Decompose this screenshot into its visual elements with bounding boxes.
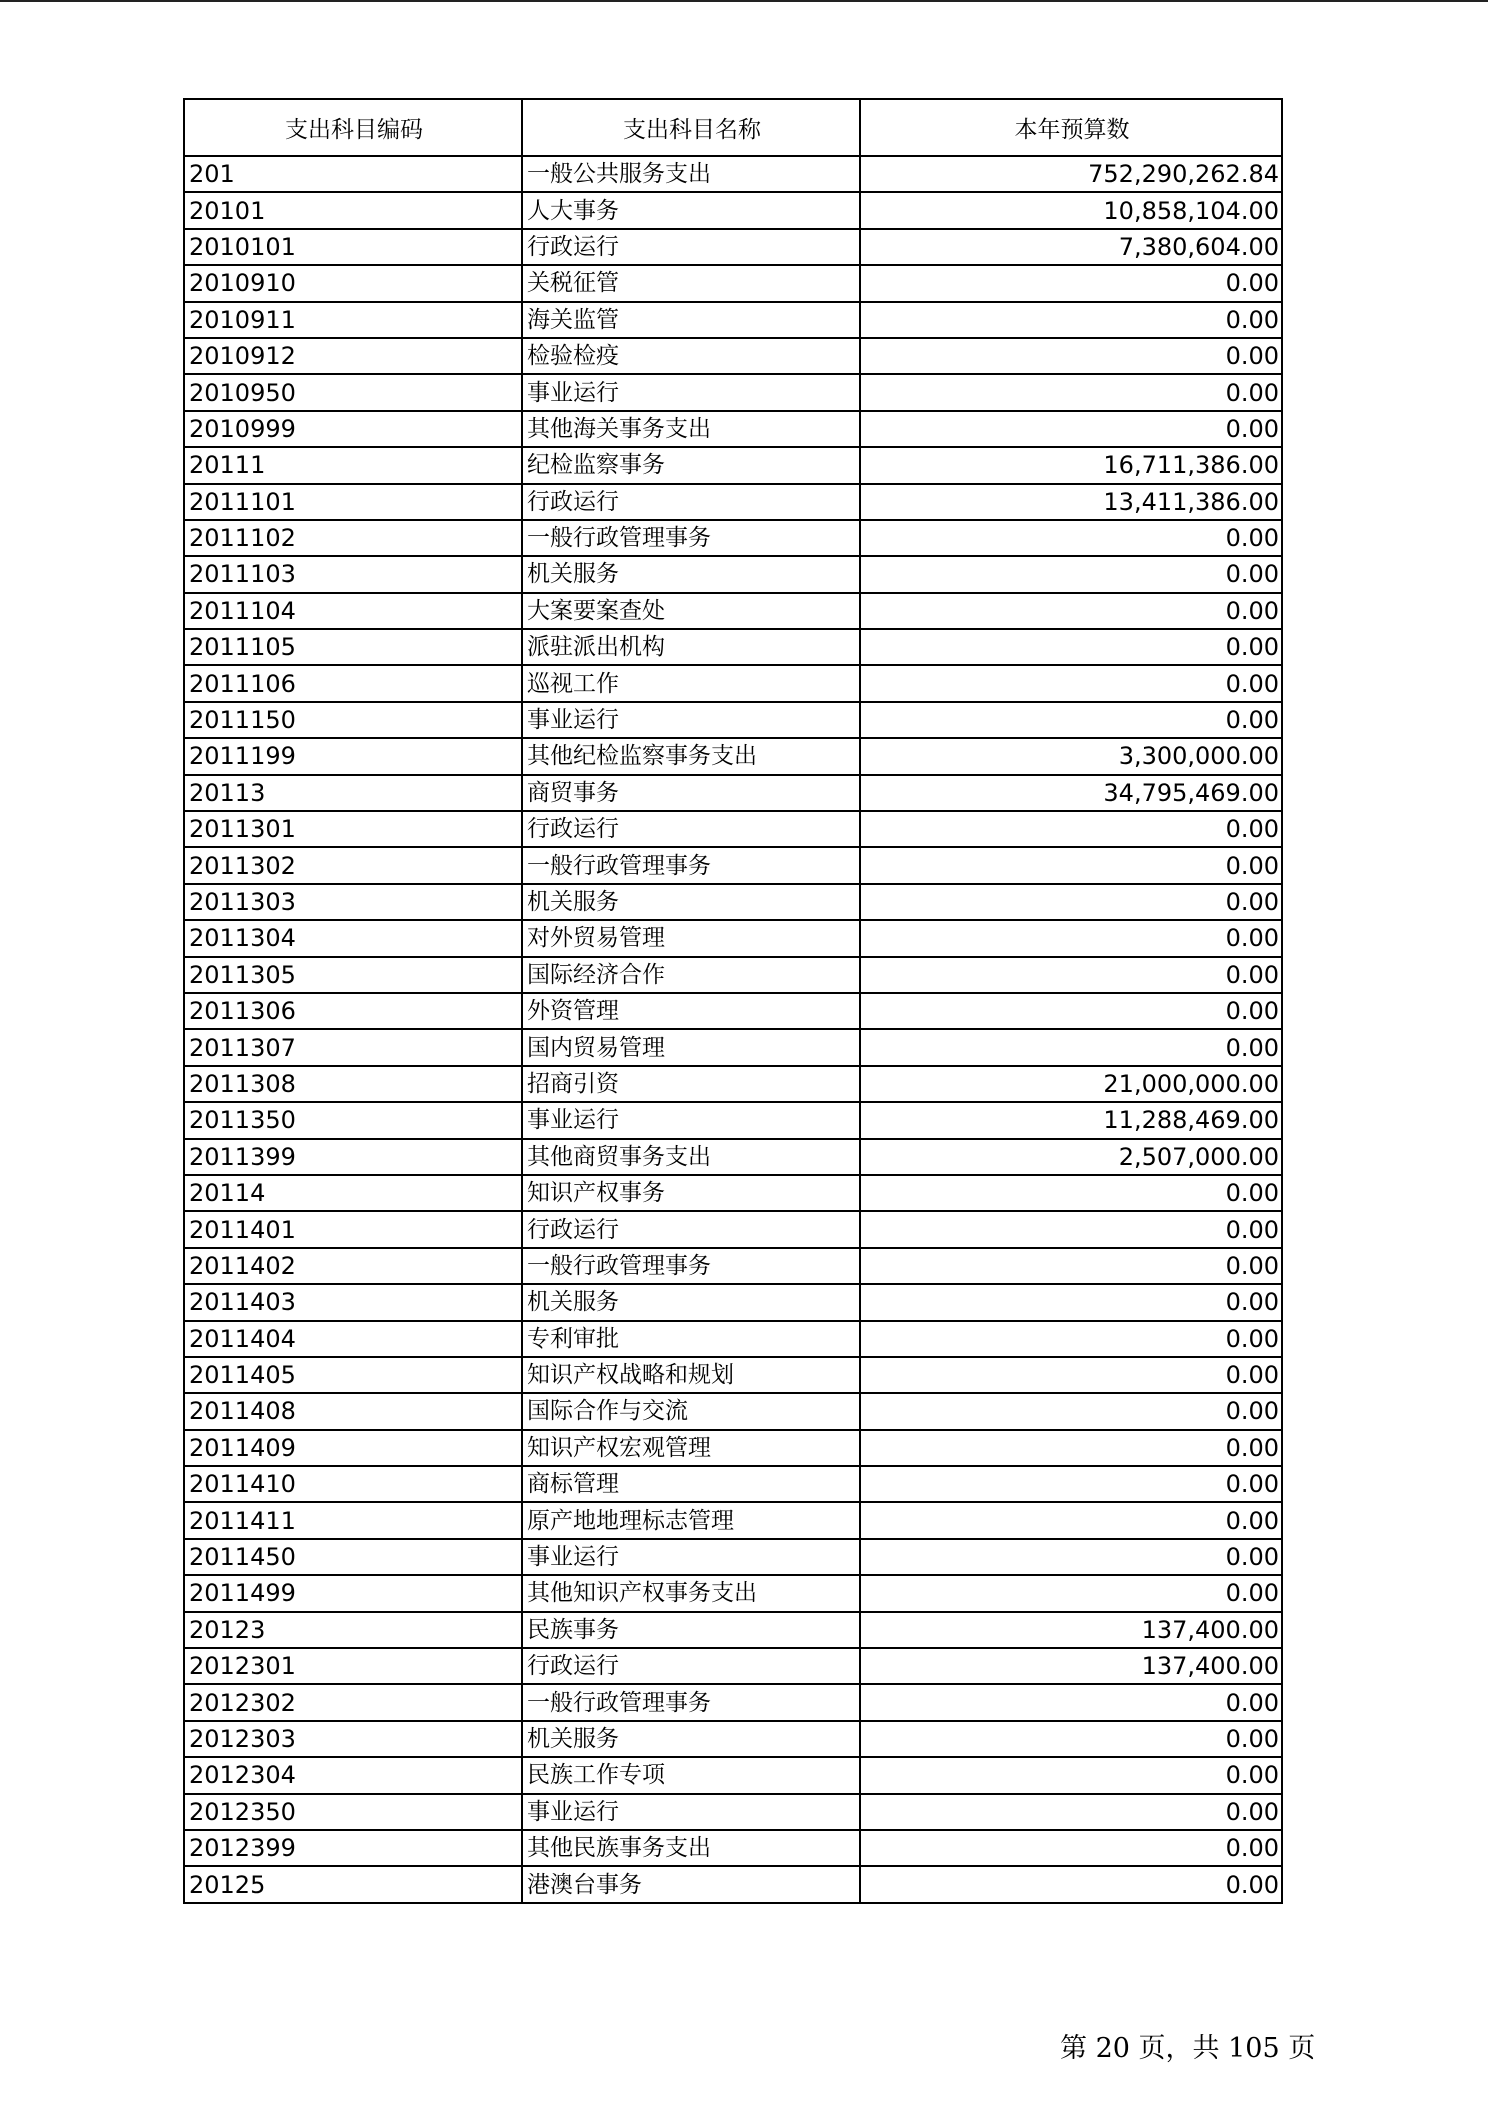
code-cell: 2010999: [184, 411, 522, 447]
name-cell: 知识产权战略和规划: [522, 1357, 860, 1393]
name-cell: 其他知识产权事务支出: [522, 1575, 860, 1611]
code-cell: 2012350: [184, 1794, 522, 1830]
table-row: [184, 1029, 1282, 1065]
amount-cell: 21,000,000.00: [860, 1066, 1282, 1102]
amount-cell: 0.00: [860, 1430, 1282, 1466]
code-cell: 2010911: [184, 302, 522, 338]
amount-cell: 0.00: [860, 1211, 1282, 1247]
table-row: [184, 1502, 1282, 1538]
code-cell: 2011307: [184, 1029, 522, 1065]
table-row: [184, 1066, 1282, 1102]
code-cell: 2010950: [184, 374, 522, 410]
table-row: [184, 1102, 1282, 1138]
amount-cell: 0.00: [860, 629, 1282, 665]
name-cell: 招商引资: [522, 1066, 860, 1102]
code-cell: 2011404: [184, 1321, 522, 1357]
table-row: [184, 1321, 1282, 1357]
code-cell: 20123: [184, 1612, 522, 1648]
amount-cell: 10,858,104.00: [860, 192, 1282, 228]
amount-cell: 137,400.00: [860, 1648, 1282, 1684]
code-cell: 2011450: [184, 1539, 522, 1575]
name-cell: 专利审批: [522, 1321, 860, 1357]
table-row: [184, 1612, 1282, 1648]
amount-cell: 11,288,469.00: [860, 1102, 1282, 1138]
table-row: [184, 1794, 1282, 1830]
amount-cell: 137,400.00: [860, 1612, 1282, 1648]
name-cell: 其他海关事务支出: [522, 411, 860, 447]
top-border-line: [0, 0, 1488, 2]
amount-cell: 7,380,604.00: [860, 229, 1282, 265]
amount-cell: 0.00: [860, 1794, 1282, 1830]
amount-cell: 2,507,000.00: [860, 1139, 1282, 1175]
amount-cell: 0.00: [860, 1539, 1282, 1575]
name-cell: 机关服务: [522, 884, 860, 920]
header-amount: 本年预算数: [860, 99, 1282, 156]
code-cell: 2012301: [184, 1648, 522, 1684]
code-cell: 2012304: [184, 1757, 522, 1793]
name-cell: 国际合作与交流: [522, 1393, 860, 1429]
code-cell: 2010910: [184, 265, 522, 301]
name-cell: 外资管理: [522, 993, 860, 1029]
name-cell: 大案要案查处: [522, 593, 860, 629]
code-cell: 2011308: [184, 1066, 522, 1102]
code-cell: 2011350: [184, 1102, 522, 1138]
name-cell: 国内贸易管理: [522, 1029, 860, 1065]
code-cell: 2011102: [184, 520, 522, 556]
amount-cell: 0.00: [860, 1466, 1282, 1502]
code-cell: 2010912: [184, 338, 522, 374]
name-cell: 检验检疫: [522, 338, 860, 374]
code-cell: 2011305: [184, 957, 522, 993]
table-row: [184, 1430, 1282, 1466]
budget-table-body: [184, 156, 1282, 1903]
table-row: [184, 957, 1282, 993]
name-cell: 一般行政管理事务: [522, 1248, 860, 1284]
table-row: [184, 1684, 1282, 1720]
table-row: [184, 993, 1282, 1029]
table-row: [184, 520, 1282, 556]
code-cell: 2011403: [184, 1284, 522, 1320]
name-cell: 行政运行: [522, 484, 860, 520]
amount-cell: 0.00: [860, 1757, 1282, 1793]
name-cell: 民族事务: [522, 1612, 860, 1648]
amount-cell: 0.00: [860, 411, 1282, 447]
amount-cell: 0.00: [860, 593, 1282, 629]
amount-cell: 0.00: [860, 1866, 1282, 1902]
code-cell: 2011405: [184, 1357, 522, 1393]
amount-cell: 0.00: [860, 1284, 1282, 1320]
table-row: [184, 629, 1282, 665]
name-cell: 机关服务: [522, 556, 860, 592]
code-cell: 2011301: [184, 811, 522, 847]
code-cell: 20101: [184, 192, 522, 228]
amount-cell: 0.00: [860, 1502, 1282, 1538]
amount-cell: 0.00: [860, 1357, 1282, 1393]
table-row: [184, 556, 1282, 592]
amount-cell: 0.00: [860, 1248, 1282, 1284]
name-cell: 一般行政管理事务: [522, 847, 860, 883]
table-row: [184, 192, 1282, 228]
table-row: [184, 738, 1282, 774]
amount-cell: 0.00: [860, 884, 1282, 920]
code-cell: 2012399: [184, 1830, 522, 1866]
table-row: [184, 1757, 1282, 1793]
table-row: [184, 411, 1282, 447]
amount-cell: 752,290,262.84: [860, 156, 1282, 192]
code-cell: 2011399: [184, 1139, 522, 1175]
name-cell: 知识产权事务: [522, 1175, 860, 1211]
name-cell: 海关监管: [522, 302, 860, 338]
code-cell: 2011306: [184, 993, 522, 1029]
budget-table: [183, 98, 1283, 1904]
amount-cell: 0.00: [860, 374, 1282, 410]
amount-cell: 0.00: [860, 520, 1282, 556]
amount-cell: 34,795,469.00: [860, 775, 1282, 811]
code-cell: 2010101: [184, 229, 522, 265]
name-cell: 派驻派出机构: [522, 629, 860, 665]
amount-cell: 0.00: [860, 338, 1282, 374]
code-cell: 2011150: [184, 702, 522, 738]
code-cell: 20125: [184, 1866, 522, 1902]
code-cell: 2011304: [184, 920, 522, 956]
name-cell: 行政运行: [522, 1648, 860, 1684]
name-cell: 行政运行: [522, 229, 860, 265]
name-cell: 事业运行: [522, 1539, 860, 1575]
name-cell: 行政运行: [522, 1211, 860, 1247]
name-cell: 一般行政管理事务: [522, 1684, 860, 1720]
name-cell: 原产地地理标志管理: [522, 1502, 860, 1538]
code-cell: 2011104: [184, 593, 522, 629]
amount-cell: 0.00: [860, 702, 1282, 738]
table-row: [184, 1211, 1282, 1247]
name-cell: 商贸事务: [522, 775, 860, 811]
amount-cell: 0.00: [860, 665, 1282, 701]
amount-cell: 0.00: [860, 1575, 1282, 1611]
table-row: [184, 1575, 1282, 1611]
code-cell: 20111: [184, 447, 522, 483]
name-cell: 港澳台事务: [522, 1866, 860, 1902]
code-cell: 2012303: [184, 1721, 522, 1757]
table-row: [184, 302, 1282, 338]
amount-cell: 0.00: [860, 1721, 1282, 1757]
amount-cell: 13,411,386.00: [860, 484, 1282, 520]
table-row: [184, 1139, 1282, 1175]
amount-cell: 0.00: [860, 920, 1282, 956]
code-cell: 2011499: [184, 1575, 522, 1611]
table-row: [184, 775, 1282, 811]
table-row: [184, 1466, 1282, 1502]
name-cell: 巡视工作: [522, 665, 860, 701]
name-cell: 其他民族事务支出: [522, 1830, 860, 1866]
code-cell: 2011401: [184, 1211, 522, 1247]
table-row: [184, 1830, 1282, 1866]
name-cell: 事业运行: [522, 702, 860, 738]
code-cell: 2011103: [184, 556, 522, 592]
table-row: [184, 484, 1282, 520]
amount-cell: 0.00: [860, 1393, 1282, 1429]
table-row: [184, 884, 1282, 920]
header-code: 支出科目编码: [184, 99, 522, 156]
table-row: [184, 1866, 1282, 1902]
table-row: [184, 702, 1282, 738]
name-cell: 其他商贸事务支出: [522, 1139, 860, 1175]
name-cell: 事业运行: [522, 374, 860, 410]
table-row: [184, 1539, 1282, 1575]
table-row: [184, 374, 1282, 410]
table-row: [184, 265, 1282, 301]
name-cell: 国际经济合作: [522, 957, 860, 993]
amount-cell: 0.00: [860, 1321, 1282, 1357]
table-row: [184, 156, 1282, 192]
name-cell: 其他纪检监察事务支出: [522, 738, 860, 774]
amount-cell: 0.00: [860, 957, 1282, 993]
code-cell: 2011303: [184, 884, 522, 920]
table-row: [184, 811, 1282, 847]
table-row: [184, 1248, 1282, 1284]
code-cell: 201: [184, 156, 522, 192]
table-row: [184, 920, 1282, 956]
amount-cell: 16,711,386.00: [860, 447, 1282, 483]
table-row: [184, 1357, 1282, 1393]
name-cell: 机关服务: [522, 1721, 860, 1757]
name-cell: 人大事务: [522, 192, 860, 228]
header-row: [184, 99, 1282, 156]
name-cell: 一般行政管理事务: [522, 520, 860, 556]
header-name: 支出科目名称: [522, 99, 860, 156]
table-row: [184, 1175, 1282, 1211]
table-row: [184, 447, 1282, 483]
name-cell: 一般公共服务支出: [522, 156, 860, 192]
name-cell: 纪检监察事务: [522, 447, 860, 483]
table-row: [184, 229, 1282, 265]
name-cell: 事业运行: [522, 1794, 860, 1830]
budget-table-header: [184, 99, 1282, 156]
name-cell: 民族工作专项: [522, 1757, 860, 1793]
name-cell: 关税征管: [522, 265, 860, 301]
amount-cell: 0.00: [860, 556, 1282, 592]
code-cell: 2011411: [184, 1502, 522, 1538]
name-cell: 对外贸易管理: [522, 920, 860, 956]
amount-cell: 0.00: [860, 302, 1282, 338]
code-cell: 2011302: [184, 847, 522, 883]
code-cell: 2011199: [184, 738, 522, 774]
amount-cell: 0.00: [860, 1029, 1282, 1065]
amount-cell: 0.00: [860, 265, 1282, 301]
table-row: [184, 1393, 1282, 1429]
table-row: [184, 1648, 1282, 1684]
code-cell: 2011101: [184, 484, 522, 520]
code-cell: 20113: [184, 775, 522, 811]
table-row: [184, 593, 1282, 629]
name-cell: 机关服务: [522, 1284, 860, 1320]
code-cell: 20114: [184, 1175, 522, 1211]
code-cell: 2011402: [184, 1248, 522, 1284]
code-cell: 2012302: [184, 1684, 522, 1720]
table-row: [184, 1721, 1282, 1757]
amount-cell: 0.00: [860, 993, 1282, 1029]
name-cell: 事业运行: [522, 1102, 860, 1138]
amount-cell: 0.00: [860, 1175, 1282, 1211]
code-cell: 2011410: [184, 1466, 522, 1502]
table-row: [184, 847, 1282, 883]
code-cell: 2011408: [184, 1393, 522, 1429]
name-cell: 行政运行: [522, 811, 860, 847]
name-cell: 知识产权宏观管理: [522, 1430, 860, 1466]
table-row: [184, 338, 1282, 374]
table-row: [184, 665, 1282, 701]
amount-cell: 0.00: [860, 811, 1282, 847]
code-cell: 2011409: [184, 1430, 522, 1466]
amount-cell: 0.00: [860, 1684, 1282, 1720]
amount-cell: 0.00: [860, 847, 1282, 883]
page-number: 第 20 页，共 105 页: [1060, 2033, 1316, 2064]
code-cell: 2011105: [184, 629, 522, 665]
name-cell: 商标管理: [522, 1466, 860, 1502]
amount-cell: 0.00: [860, 1830, 1282, 1866]
amount-cell: 3,300,000.00: [860, 738, 1282, 774]
code-cell: 2011106: [184, 665, 522, 701]
table-row: [184, 1284, 1282, 1320]
